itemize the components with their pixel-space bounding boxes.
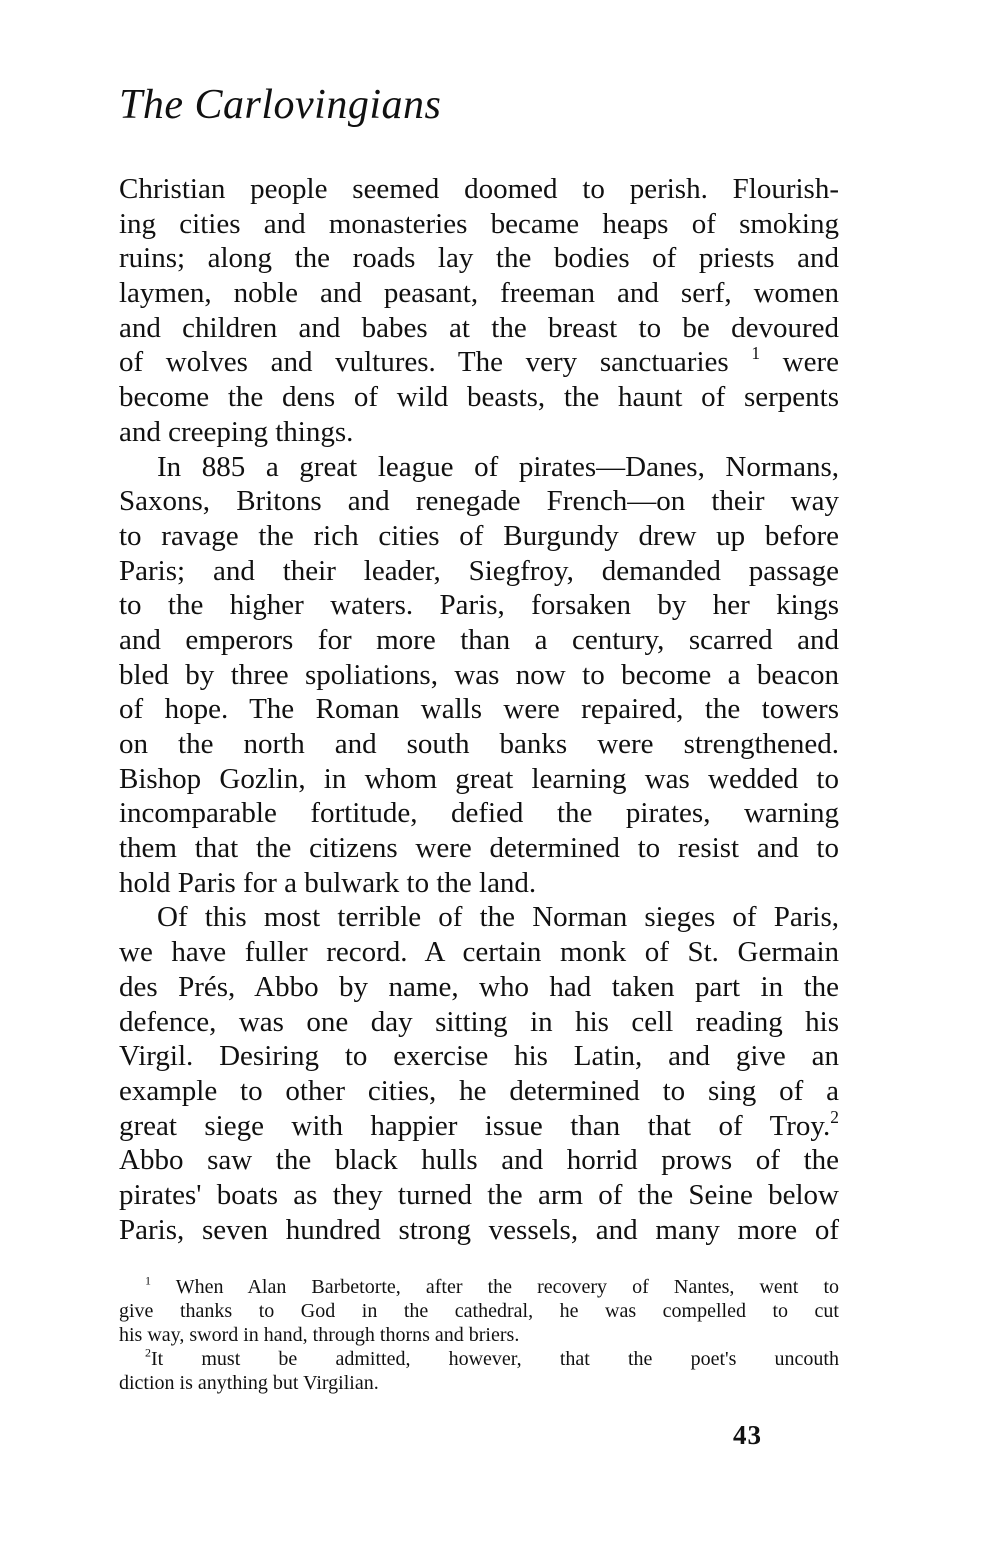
text-line: incomparable fortitude, defied the pirates, warning xyxy=(119,797,839,830)
footnote-reference-1[interactable]: 1 xyxy=(751,343,761,364)
footnotes xyxy=(119,1275,839,1395)
text-line: of hope. The Roman walls were repaired, the towers xyxy=(119,693,839,726)
footnote-1-line: give thanks to God in the cathedral, he was compelled to cut xyxy=(119,1300,839,1322)
text-line-with-reference xyxy=(119,345,839,380)
text-line: to the higher waters. Paris, forsaken by her kings xyxy=(119,589,839,622)
text-line: and emperors for more than a century, scarred and xyxy=(119,623,839,656)
footnote-text: When Alan Barbetorte, after the recovery of Nantes, went to xyxy=(175,1276,839,1298)
body-text xyxy=(119,172,839,1247)
text-line: bled by three spoliations, was now to become a beacon xyxy=(119,658,839,691)
text-line: des Prés, Abbo by name, who had taken part in the xyxy=(119,970,839,1003)
footnote-1-line xyxy=(119,1275,839,1299)
text-line: become the dens of wild beasts, the haunt of serpents xyxy=(119,381,839,414)
footnote-text: It must be admitted, however, that the poet's uncouth xyxy=(151,1348,839,1370)
text-fragment: of wolves and vultures. The very sanctuaries xyxy=(119,346,729,379)
text-line: to ravage the rich cities of Burgundy drew up before xyxy=(119,519,839,552)
text-line: example to other cities, he determined to sing of a xyxy=(119,1074,839,1107)
text-line: defence, was one day sitting in his cell reading his xyxy=(119,1005,839,1038)
text-line: Paris; and their leader, Siegfroy, demanded passage xyxy=(119,554,839,587)
page-number: 43 xyxy=(733,1420,762,1450)
text-line: Christian people seemed doomed to perish. Flourish- xyxy=(119,173,839,205)
text-line: Of this most terrible of the Norman sieges of Paris, xyxy=(157,901,839,934)
text-line: them that the citizens were determined to resist and to xyxy=(119,832,839,865)
text-fragment: were xyxy=(782,346,840,379)
text-line: hold Paris for a bulwark to the land. xyxy=(119,866,537,899)
footnote-2-line: diction is anything but Virgilian. xyxy=(119,1372,379,1394)
text-line: ing cities and monasteries became heaps of smoking xyxy=(119,207,839,240)
text-line: and creeping things. xyxy=(119,415,354,448)
footnote-marker-1: 1 xyxy=(145,1273,151,1288)
running-head: The Carlovingians xyxy=(119,82,442,128)
footnote-1-line: his way, sword in hand, through thorns and briers. xyxy=(119,1324,520,1346)
footnote-2-line xyxy=(119,1347,839,1371)
text-line: Virgil. Desiring to exercise his Latin, and give an xyxy=(119,1040,839,1073)
text-line: Bishop Gozlin, in whom great learning was wedded to xyxy=(119,762,839,795)
footnote-reference-2[interactable]: 2 xyxy=(830,1106,839,1127)
text-line: Saxons, Britons and renegade French—on their way xyxy=(119,485,839,518)
text-fragment: great siege with happier issue than that of Troy. xyxy=(119,1109,831,1142)
text-line: pirates' boats as they turned the arm of the Seine below xyxy=(119,1178,839,1211)
text-line: In 885 a great league of pirates—Danes, Normans, xyxy=(157,450,839,483)
text-line: laymen, noble and peasant, freeman and serf, women xyxy=(119,277,839,310)
text-line: on the north and south banks were strengthened. xyxy=(119,728,839,760)
footnote-marker-2: 2 xyxy=(145,1345,151,1360)
text-line: and children and babes at the breast to be devoured xyxy=(119,311,839,344)
text-line: ruins; along the roads lay the bodies of priests and xyxy=(119,242,839,275)
text-line: we have fuller record. A certain monk of St. Germain xyxy=(119,936,839,969)
text-line-with-reference xyxy=(119,1106,839,1144)
text-line: Abbo saw the black hulls and horrid prows of the xyxy=(119,1144,839,1177)
text-line: Paris, seven hundred strong vessels, and many more of xyxy=(119,1213,839,1246)
